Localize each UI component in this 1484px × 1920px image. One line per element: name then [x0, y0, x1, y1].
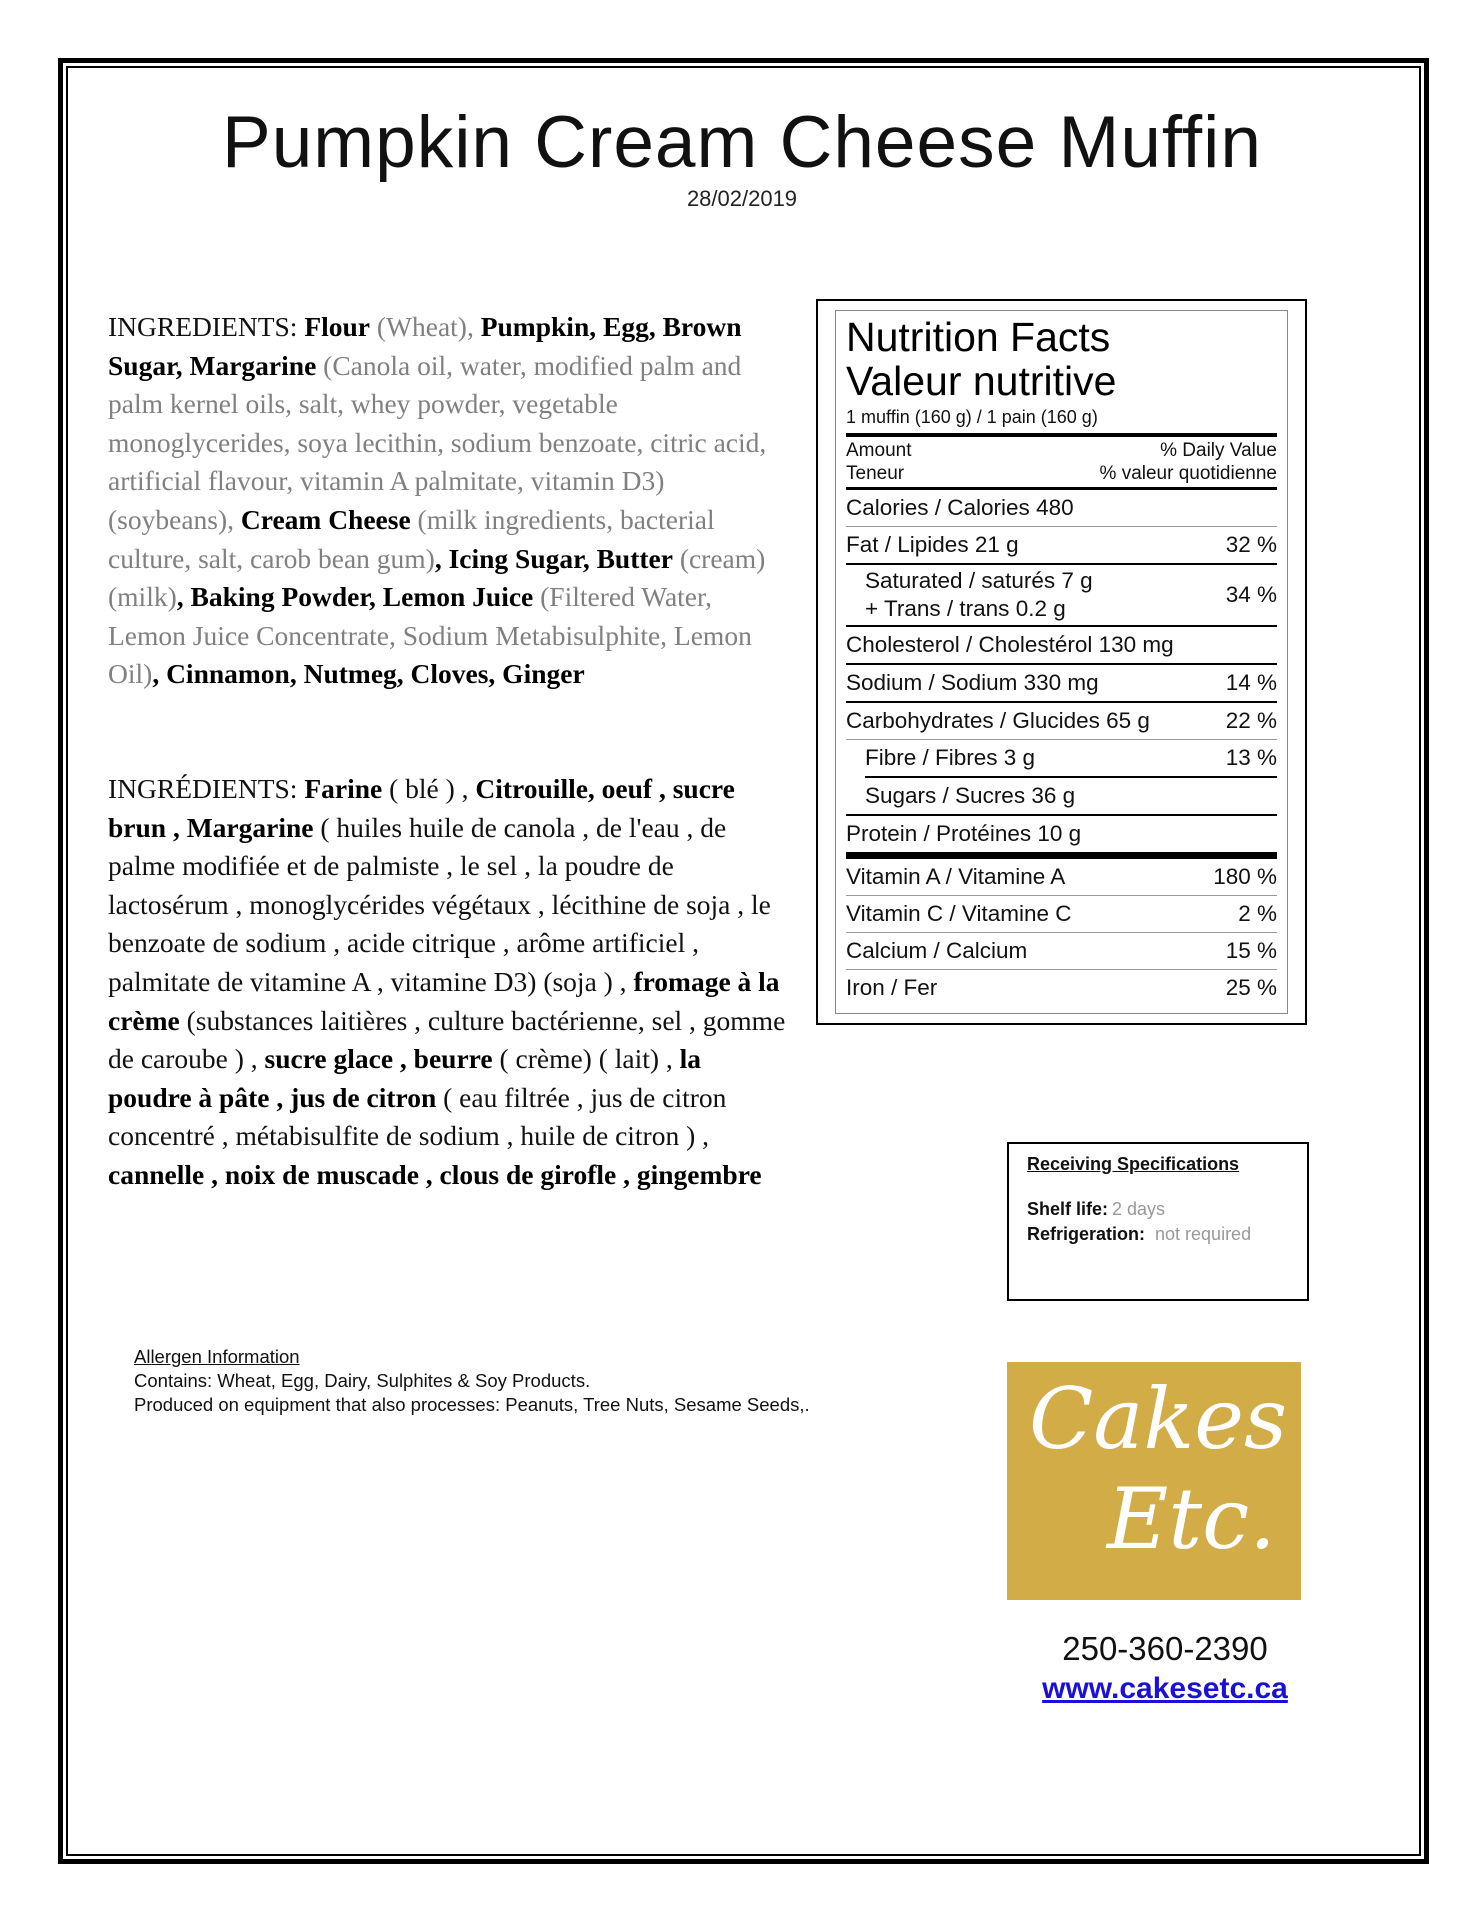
ingredient-segment: sucre glace , beurre — [264, 1043, 493, 1075]
calcium-dv: 15 % — [1225, 938, 1277, 963]
ingredient-segment: INGRÉDIENTS: — [108, 773, 305, 804]
carbs-label: Carbohydrates / Glucides 65 g — [846, 708, 1150, 733]
sodium-dv: 14 % — [1225, 670, 1277, 695]
row-sugars — [865, 776, 1277, 814]
row-vitamin-a — [846, 859, 1277, 895]
logo-line-1: Cakes — [1029, 1370, 1288, 1468]
ingredient-segment: (substances laitières , culture bactérienne, sel , gomme de caroube ) , — [108, 1004, 786, 1075]
row-fibre — [846, 739, 1277, 776]
ingredient-segment: (milk ingredients, bacterial culture, salt, carob bean gum) — [108, 503, 715, 574]
dv-label-en: % Daily Value — [1160, 440, 1277, 461]
iron-label: Iron / Fer — [846, 975, 938, 1000]
ingredient-segment: (Canola oil, water, modified palm and palm kernel oils, salt, whey powder, vegetable monoglycerides, soya lecithin, sodium benzoate, citric acid, artificial flavour, vitamin A palmitate, vitamin D3)(soybeans), — [108, 349, 767, 535]
ingredient-segment: Farine — [304, 773, 383, 804]
ingredients-french — [108, 770, 788, 1195]
row-vitamin-c — [846, 895, 1277, 932]
ingredient-segment: , Baking Powder, Lemon Juice — [176, 581, 534, 613]
allergen-heading: Allergen Information — [134, 1346, 300, 1367]
shelf-life-label: Shelf life: — [1027, 1199, 1109, 1219]
row-saturated — [846, 563, 1277, 625]
allergen-produced: Produced on equipment that also processes: Peanuts, Tree Nuts, Sesame Seeds,. — [134, 1394, 810, 1415]
nutrition-facts-table — [835, 310, 1288, 1014]
fat-dv: 32 % — [1225, 532, 1277, 557]
nutrition-title-fr: Valeur nutritive — [846, 358, 1117, 404]
ingredient-segment: (cream)(milk) — [108, 542, 766, 613]
saturated-label: Saturated / saturés 7 g — [865, 568, 1093, 593]
vitamin-c-label: Vitamin C / Vitamine C — [846, 901, 1072, 926]
ingredient-segment: la poudre à pâte , jus de citron — [108, 1043, 702, 1113]
dv-label-fr: % valeur quotidienne — [1099, 463, 1277, 484]
cholesterol-label: Cholesterol / Cholestérol 130 mg — [846, 632, 1174, 657]
refrigeration-value: not required — [1155, 1224, 1252, 1244]
ingredient-segment: Citrouille, oeuf , sucre brun , Margarine — [108, 773, 735, 843]
ingredient-segment: ( blé ) , — [382, 773, 476, 804]
receiving-specifications — [1007, 1142, 1309, 1301]
ingredient-segment: (Filtered Water, Lemon Juice Concentrate, Sodium Metabisulphite, Lemon Oil) — [108, 581, 752, 690]
shelf-life-value: 2 days — [1112, 1199, 1166, 1219]
ingredient-segment: cannelle , noix de muscade , clous de girofle , gingembre — [108, 1158, 762, 1190]
allergen-information — [134, 1345, 810, 1417]
product-title: Pumpkin Cream Cheese Muffin — [222, 102, 1262, 183]
row-iron — [846, 969, 1277, 1006]
vitamin-c-dv: 2 % — [1238, 901, 1277, 926]
ingredient-segment: ( huiles huile de canola , de l'eau , de palme modifiée et de palmiste , le sel , la poudre de lactosérum , monoglycérides végétaux , lécithine de soja , le benzoate de sodium , acide citrique , arôme artificiel , palmitate de vitamine A , vitamine D3) (soja ) , — [108, 811, 771, 997]
sugars-label: Sugars / Sucres 36 g — [865, 783, 1076, 808]
ingredient-segment: ( crème) ( lait) , — [492, 1043, 680, 1075]
saturated-dv: 34 % — [1225, 582, 1277, 607]
calories-label: Calories / Calories 480 — [846, 495, 1074, 520]
fibre-dv: 13 % — [1225, 745, 1277, 770]
allergen-contains: Contains: Wheat, Egg, Dairy, Sulphites & Soy Products. — [134, 1370, 591, 1391]
logo-line-2: Etc. — [1107, 1470, 1276, 1568]
sodium-label: Sodium / Sodium 330 mg — [846, 670, 1099, 695]
trans-label: + Trans / trans 0.2 g — [865, 596, 1066, 621]
amount-label-fr: Teneur — [846, 463, 905, 484]
ingredient-segment: fromage à la crème — [108, 965, 780, 1036]
row-sodium — [846, 663, 1277, 701]
iron-dv: 25 % — [1225, 975, 1277, 1000]
product-date: 28/02/2019 — [686, 186, 798, 211]
nutrition-header — [846, 437, 1277, 487]
divider-heavy — [846, 852, 1277, 859]
row-cholesterol — [846, 625, 1277, 663]
fibre-label: Fibre / Fibres 3 g — [865, 745, 1036, 770]
calcium-label: Calcium / Calcium — [846, 938, 1028, 963]
vitamin-a-label: Vitamin A / Vitamine A — [846, 864, 1066, 889]
ingredient-segment: ( eau filtrée , jus de citron concentré , métabisulfite de sodium , huile de citron ) , — [108, 1081, 727, 1152]
fat-label: Fat / Lipides 21 g — [846, 532, 1019, 557]
phone-number: 250-360-2390 — [1062, 1630, 1268, 1667]
carbs-dv: 22 % — [1225, 708, 1277, 733]
ingredient-segment: Cream Cheese — [234, 503, 411, 535]
nutrition-title-en: Nutrition Facts — [846, 314, 1111, 360]
ingredient-segment: , Icing Sugar, Butter — [434, 542, 673, 574]
ingredient-segment: Pumpkin, Egg, Brown Sugar, Margarine — [108, 311, 742, 381]
row-carbohydrates — [846, 701, 1277, 739]
row-calories — [846, 487, 1277, 526]
vitamin-a-dv: 180 % — [1213, 864, 1277, 889]
ingredient-segment: (Wheat), — [370, 311, 474, 342]
amount-label-en: Amount — [846, 440, 912, 461]
ingredient-segment: , Cinnamon, Nutmeg, Cloves, Ginger — [152, 658, 585, 690]
protein-label: Protein / Protéines 10 g — [846, 821, 1082, 846]
receiving-title: Receiving Specifications — [1027, 1154, 1240, 1174]
ingredient-segment: Flour — [304, 311, 371, 342]
row-fat — [846, 526, 1277, 563]
row-calcium — [846, 932, 1277, 969]
ingredients-english — [108, 308, 788, 694]
refrigeration-label: Refrigeration: — [1027, 1224, 1146, 1244]
row-protein — [846, 814, 1277, 852]
website-link[interactable]: www.cakesetc.ca — [1042, 1672, 1288, 1705]
ingredient-segment: INGREDIENTS: — [108, 311, 305, 342]
cakes-etc-logo — [1007, 1362, 1301, 1600]
serving-size: 1 muffin (160 g) / 1 pain (160 g) — [846, 407, 1098, 427]
